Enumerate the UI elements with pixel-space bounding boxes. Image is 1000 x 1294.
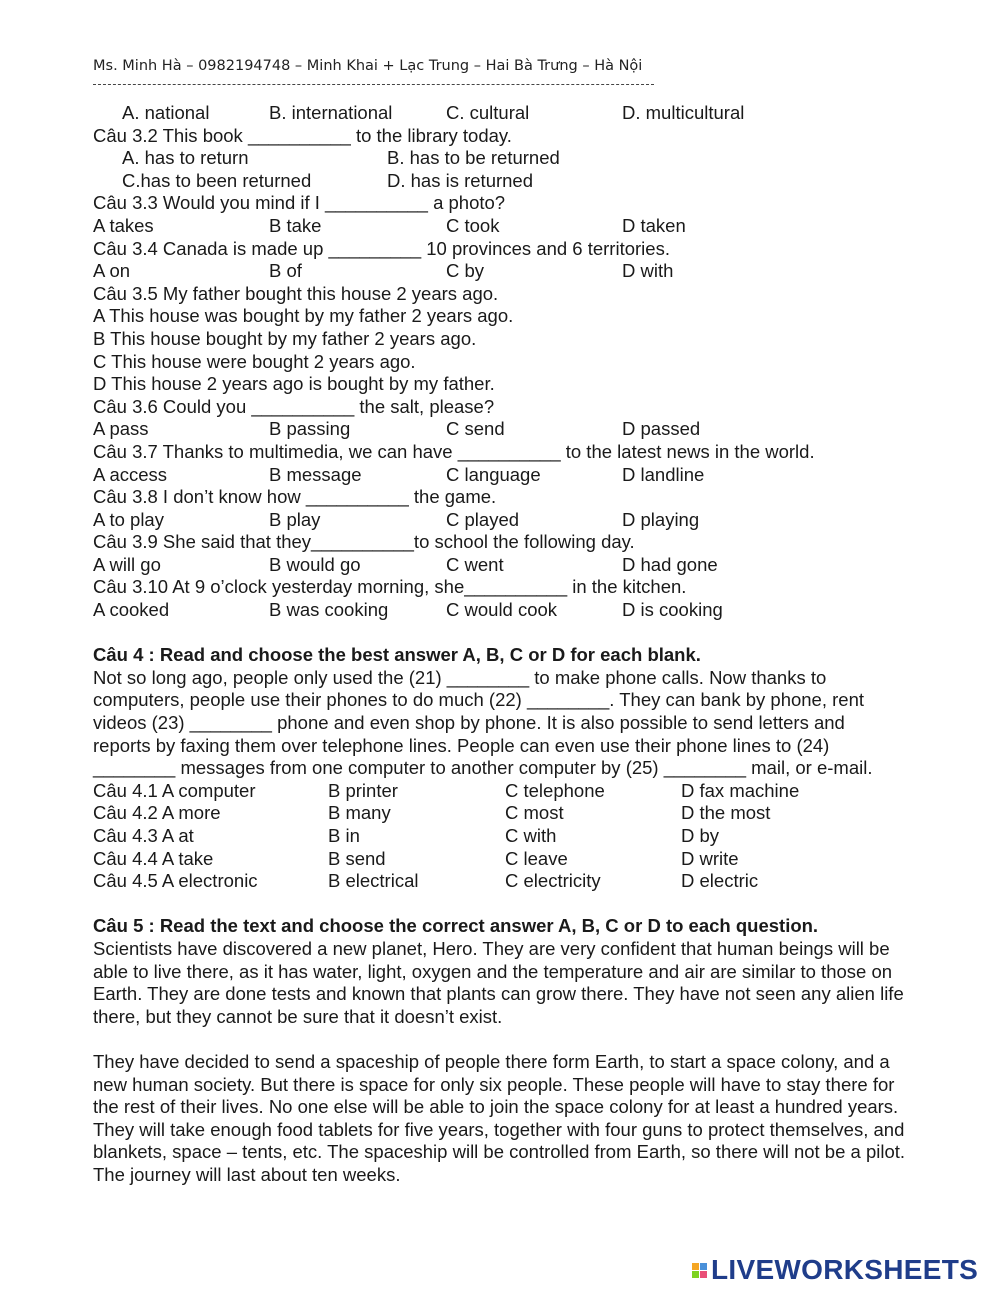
q3-7-options [93, 464, 973, 487]
cau4-passage-line: reports by faxing them over telephone lines. People can even use their phone lines to (24) [93, 734, 830, 756]
q3-8-stem: Câu 3.8 I don’t know how __________ the game. [93, 486, 497, 508]
cau4-passage-line: videos (23) ________ phone and even shop by phone. It is also possible to send letters and [93, 712, 845, 734]
option-d[interactable]: D passed [622, 418, 701, 440]
cau5-paragraph2-line: The journey will last about ten weeks. [93, 1163, 401, 1185]
option-b[interactable]: B. international [269, 102, 393, 123]
option-c[interactable]: C with [505, 825, 557, 846]
q3-5-option-c[interactable]: C This house were bought 2 years ago. [93, 350, 416, 372]
cau5-paragraph1-line: able to live there, as it has water, light, oxygen and the temperature and air are similar to those on [93, 960, 893, 982]
q3-5-option-a[interactable]: A This house was bought by my father 2 years ago. [93, 305, 514, 327]
cau5-paragraph1-line: Earth. They are done tests and known that plants can grow there. They have not seen any alien life [93, 983, 904, 1005]
q3-10-stem: Câu 3.10 At 9 o’clock yesterday morning, she__________ in the kitchen. [93, 576, 687, 598]
option-d[interactable]: D electric [681, 870, 759, 892]
section-gap [93, 893, 973, 916]
q3-10-options [93, 599, 973, 622]
liveworksheets-logo[interactable] [692, 1255, 978, 1285]
q4-2-options [93, 802, 973, 825]
q3-6-stem: Câu 3.6 Could you __________ the salt, please? [93, 395, 495, 417]
q3-2-options-cd [93, 170, 973, 193]
option-b[interactable]: B was cooking [269, 599, 389, 621]
option-d[interactable]: D by [681, 825, 720, 846]
option-a[interactable]: Câu 4.2 A more [93, 802, 221, 824]
header-divider [93, 84, 654, 85]
option-a[interactable]: Câu 4.4 A take [93, 847, 214, 869]
section-gap [93, 622, 973, 645]
option-b[interactable]: B many [328, 802, 391, 824]
cau5-paragraph2-line: blankets, space – tents, etc. The spaceship will be controlled from Earth, so there will not be a pilot. [93, 1141, 906, 1163]
option-c[interactable]: C electricity [505, 870, 601, 892]
option-a[interactable]: A. national [122, 102, 210, 123]
option-a[interactable]: Câu 4.1 A computer [93, 779, 256, 801]
option-d[interactable]: D had gone [622, 553, 718, 575]
option-c[interactable]: C went [446, 553, 504, 575]
option-d[interactable]: D taken [622, 214, 686, 236]
option-b[interactable]: B. has to be returned [387, 147, 560, 169]
option-c[interactable]: C language [446, 463, 541, 485]
q3-6-options [93, 418, 973, 441]
option-b[interactable]: B passing [269, 418, 351, 440]
option-d[interactable]: D the most [681, 802, 771, 824]
q3-7-stem: Câu 3.7 Thanks to multimedia, we can have __________ to the latest news in the world. [93, 440, 815, 462]
option-c[interactable]: C. cultural [446, 102, 530, 123]
option-c[interactable]: C telephone [505, 779, 605, 801]
option-a[interactable]: A to play [93, 508, 164, 530]
cau4-heading: Câu 4 : Read and choose the best answer A, B, C or D for each blank. [93, 644, 701, 666]
logo-mark-icon [692, 1263, 707, 1278]
logo-square-3 [692, 1271, 699, 1278]
option-b[interactable]: B printer [328, 779, 398, 801]
q3-5-option-b[interactable]: B This house bought by my father 2 years ago. [93, 327, 477, 349]
paragraph-gap [93, 1028, 973, 1051]
option-c[interactable]: C played [446, 508, 520, 530]
option-a[interactable]: A on [93, 260, 131, 282]
worksheet-content [93, 102, 973, 1187]
q3-9-options [93, 554, 973, 577]
option-a[interactable]: Câu 4.3 A at [93, 825, 194, 846]
option-a[interactable]: A cooked [93, 599, 170, 621]
q3-4-stem: Câu 3.4 Canada is made up _________ 10 provinces and 6 territories. [93, 237, 670, 259]
cau4-passage-line: Not so long ago, people only used the (21) ________ to make phone calls. Now thanks to [93, 666, 827, 688]
q3-2-options-ab [93, 147, 973, 170]
q3-5-option-d[interactable]: D This house 2 years ago is bought by my father. [93, 373, 495, 395]
q3-3-options [93, 215, 973, 238]
option-d[interactable]: D with [622, 260, 674, 282]
option-a[interactable]: A pass [93, 418, 149, 440]
option-a[interactable]: A access [93, 463, 168, 485]
q3-2-stem: Câu 3.2 This book __________ to the library today. [93, 124, 512, 146]
q3-3-stem: Câu 3.3 Would you mind if I __________ a photo? [93, 192, 506, 214]
option-d[interactable]: D landline [622, 463, 705, 485]
option-b[interactable]: B electrical [328, 870, 419, 892]
option-c[interactable]: C by [446, 260, 485, 282]
option-d[interactable]: D. has is returned [387, 169, 534, 191]
cau5-paragraph2-line: new human society. But there is space for only six people. These people will have to stay there for [93, 1073, 895, 1095]
q4-4-options [93, 848, 973, 871]
option-b[interactable]: B of [269, 260, 302, 282]
option-a[interactable]: Câu 4.5 A electronic [93, 870, 258, 892]
option-b[interactable]: B would go [269, 553, 361, 575]
option-c[interactable]: C would cook [446, 599, 558, 621]
logo-square-4 [700, 1271, 707, 1278]
option-a[interactable]: A will go [93, 553, 161, 575]
option-d[interactable]: D. multicultural [622, 102, 745, 123]
cau5-paragraph2-line: They will take enough food tablets for five years, together with four guns to protect themselves, and [93, 1118, 905, 1140]
q4-1-options [93, 780, 973, 803]
cau5-paragraph1-line: Scientists have discovered a new planet, Hero. They are very confident that human beings will be [93, 937, 890, 959]
option-c[interactable]: C leave [505, 847, 568, 869]
q3-5-stem: Câu 3.5 My father bought this house 2 years ago. [93, 282, 499, 304]
cau4-passage-line: computers, people use their phones to do much (22) ________. They can bank by phone, rent [93, 689, 865, 711]
q4-5-options [93, 870, 973, 893]
option-b[interactable]: B send [328, 847, 386, 869]
option-a[interactable]: A. has to return [122, 147, 249, 169]
logo-text: LIVEWORKSHEETS [711, 1254, 979, 1285]
q3-8-options [93, 509, 973, 532]
q4-3-options [93, 825, 973, 848]
cau5-paragraph2-line: They have decided to send a spaceship of people there form Earth, to start a space colony, and a [93, 1050, 890, 1072]
option-d[interactable]: D playing [622, 508, 700, 530]
option-b[interactable]: B in [328, 825, 360, 846]
option-d[interactable]: D fax machine [681, 779, 800, 801]
option-c[interactable]: C send [446, 418, 505, 440]
page-header: Ms. Minh Hà – 0982194748 – Minh Khai + Lạc Trung – Hai Bà Trưng – Hà Nội [93, 58, 643, 74]
option-b[interactable]: B message [269, 463, 362, 485]
option-d[interactable]: D write [681, 847, 739, 869]
logo-square-2 [700, 1263, 707, 1270]
cau4-passage-line: ________ messages from one computer to another computer by (25) ________ mail, or e-mail. [93, 757, 873, 779]
option-c[interactable]: C most [505, 802, 564, 824]
option-b[interactable]: B play [269, 508, 321, 530]
option-c[interactable]: C took [446, 214, 500, 236]
cau5-heading: Câu 5 : Read the text and choose the correct answer A, B, C or D to each question. [93, 915, 819, 937]
q3-4-options [93, 260, 973, 283]
cau5-paragraph1-line: there, but they cannot be sure that it doesn’t exist. [93, 1005, 503, 1027]
option-a[interactable]: A takes [93, 214, 154, 236]
option-b[interactable]: B take [269, 214, 322, 236]
option-d[interactable]: D is cooking [622, 599, 723, 621]
option-c[interactable]: C.has to been returned [122, 169, 312, 191]
q3-9-stem: Câu 3.9 She said that they__________to school the following day. [93, 531, 635, 553]
q3-1-options [93, 102, 973, 125]
cau5-paragraph2-line: the rest of their lives. No one else will be able to join the space colony for at least a hundred years. [93, 1096, 899, 1118]
logo-square-1 [692, 1263, 699, 1270]
